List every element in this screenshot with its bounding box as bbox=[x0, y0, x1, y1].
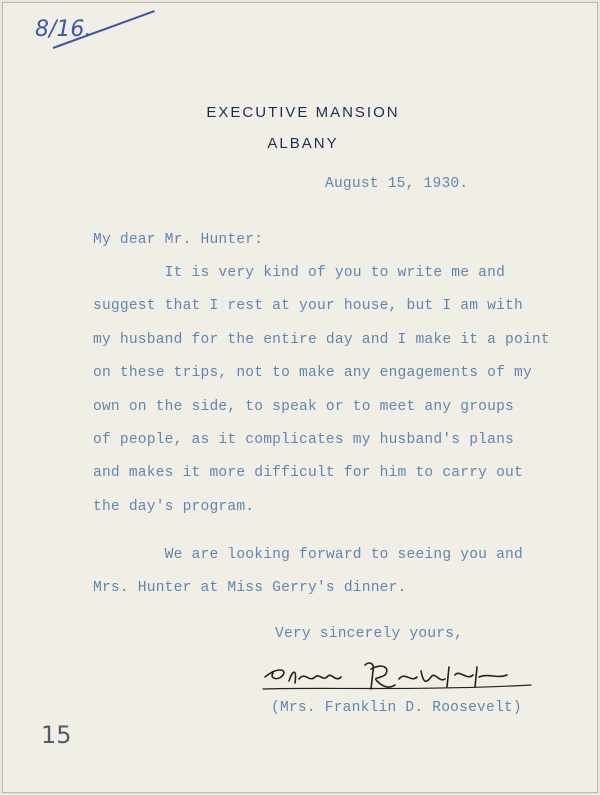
body-line: of people, as it complicates my husband's plans bbox=[93, 432, 515, 448]
body-line: and makes it more difficult for him to carry out bbox=[93, 465, 523, 481]
body-line: suggest that I rest at your house, but I am with bbox=[93, 298, 523, 314]
handwritten-page-number: 15 bbox=[41, 721, 72, 749]
letter-date: August 15, 1930. bbox=[325, 176, 469, 192]
body-line: Mrs. Hunter at Miss Gerry's dinner. bbox=[93, 580, 407, 596]
body-line: the day's program. bbox=[93, 499, 255, 515]
body-line: on these trips, not to make any engagements of my bbox=[93, 365, 532, 381]
letter-page bbox=[2, 2, 598, 793]
salutation: My dear Mr. Hunter: bbox=[93, 232, 264, 248]
complimentary-closing: Very sincerely yours, bbox=[275, 626, 464, 642]
handwritten-signature bbox=[259, 657, 539, 703]
body-line: my husband for the entire day and I make it a point bbox=[93, 332, 550, 348]
body-line: It is very kind of you to write me and bbox=[93, 265, 506, 281]
body-line: own on the side, to speak or to meet any groups bbox=[93, 399, 515, 415]
body-line: We are looking forward to seeing you and bbox=[93, 547, 523, 563]
handwritten-date-note: 8/16. bbox=[35, 17, 92, 42]
signature-block: (Mrs. Franklin D. Roosevelt) bbox=[271, 700, 522, 716]
letterhead-city: ALBANY bbox=[267, 135, 339, 152]
letterhead-title: EXECUTIVE MANSION bbox=[206, 104, 400, 121]
